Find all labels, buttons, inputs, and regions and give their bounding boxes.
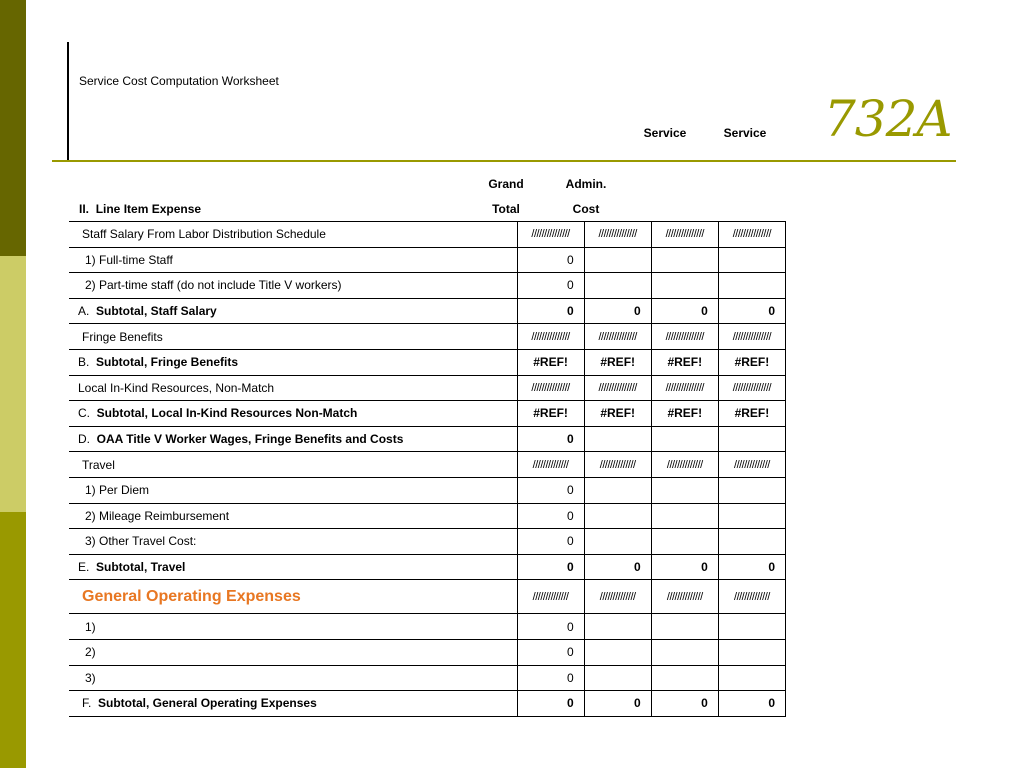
- cell-admin-cost: 0: [584, 298, 651, 324]
- row-label: Staff Salary From Labor Distribution Schedule: [69, 222, 517, 248]
- cell-service-1: ///////////////: [651, 324, 718, 350]
- cell-admin-cost: #REF!: [584, 349, 651, 375]
- row-label-text: Subtotal, Fringe Benefits: [96, 355, 239, 370]
- row-label: 1) Per Diem: [69, 477, 517, 503]
- cell-admin-cost[interactable]: [584, 503, 651, 529]
- cell-service-1[interactable]: [651, 247, 718, 273]
- cell-admin-cost: 0: [584, 691, 651, 717]
- subtotal-row: [69, 349, 786, 375]
- table-row: [69, 639, 786, 665]
- cell-grand-total[interactable]: 0: [517, 273, 584, 299]
- cell-admin-cost[interactable]: [584, 273, 651, 299]
- row-label: [69, 580, 517, 614]
- row-label: 2) Mileage Reimbursement: [69, 503, 517, 529]
- cell-grand-total[interactable]: 0: [517, 503, 584, 529]
- cell-admin-cost[interactable]: [584, 247, 651, 273]
- cell-grand-total: ///////////////: [517, 324, 584, 350]
- cell-service-1: 0: [651, 691, 718, 717]
- row-label: Travel: [69, 452, 517, 478]
- cell-service-2[interactable]: [718, 503, 785, 529]
- row-label: Fringe Benefits: [69, 324, 517, 350]
- cell-admin-cost: #REF!: [584, 401, 651, 427]
- table-row: [69, 477, 786, 503]
- subtotal-row: [69, 426, 786, 452]
- cell-service-2[interactable]: [718, 247, 785, 273]
- row-label-text: Subtotal, Travel: [96, 560, 186, 575]
- cell-grand-total[interactable]: 0: [517, 529, 584, 555]
- row-label: [69, 349, 517, 375]
- table-row: [69, 324, 786, 350]
- section-label: Line Item Expense: [95, 202, 202, 216]
- cell-service-2: 0: [718, 298, 785, 324]
- cell-grand-total: ///////////////: [517, 375, 584, 401]
- table-row: [69, 273, 786, 299]
- line-item-table: [69, 221, 786, 717]
- row-label: [69, 554, 517, 580]
- row-label: 3) Other Travel Cost:: [69, 529, 517, 555]
- cell-service-2[interactable]: [718, 665, 785, 691]
- cell-service-2: 0: [718, 554, 785, 580]
- cell-service-1[interactable]: [651, 477, 718, 503]
- cell-service-2: #REF!: [718, 349, 785, 375]
- cell-service-2: 0: [718, 691, 785, 717]
- row-prefix: B.: [78, 355, 90, 370]
- cell-grand-total: #REF!: [517, 401, 584, 427]
- table-row: [69, 580, 786, 614]
- cell-grand-total: //////////////: [517, 580, 584, 614]
- cell-admin-cost[interactable]: [584, 477, 651, 503]
- row-label: [69, 401, 517, 427]
- cell-admin-cost: ///////////////: [584, 375, 651, 401]
- subtotal-row: [69, 691, 786, 717]
- row-label: [69, 298, 517, 324]
- cell-grand-total: 0: [517, 298, 584, 324]
- cell-service-2[interactable]: [718, 639, 785, 665]
- cell-admin-cost[interactable]: [584, 614, 651, 640]
- row-label: 2): [69, 639, 517, 665]
- admin-cost-header-line1: Admin.: [565, 177, 607, 191]
- table-row: [69, 503, 786, 529]
- cell-grand-total[interactable]: 0: [517, 247, 584, 273]
- table-row: [69, 452, 786, 478]
- cell-service-2: ///////////////: [718, 375, 785, 401]
- cell-service-1: ///////////////: [651, 222, 718, 248]
- cell-service-1[interactable]: [651, 273, 718, 299]
- cell-grand-total: //////////////: [517, 452, 584, 478]
- row-label-text: OAA Title V Worker Wages, Fringe Benefits and Costs: [96, 432, 404, 447]
- cell-service-1: 0: [651, 298, 718, 324]
- row-prefix: C.: [78, 406, 90, 421]
- cell-admin-cost: ///////////////: [584, 324, 651, 350]
- left-accent-bar: [0, 0, 26, 768]
- slide-number: 732A: [824, 90, 952, 148]
- cell-grand-total: 0: [517, 691, 584, 717]
- cell-admin-cost[interactable]: [584, 639, 651, 665]
- cell-service-1[interactable]: [651, 529, 718, 555]
- cell-service-2[interactable]: [718, 477, 785, 503]
- row-label-text: Subtotal, Staff Salary: [96, 304, 217, 319]
- table-row: [69, 375, 786, 401]
- cell-service-1: #REF!: [651, 349, 718, 375]
- admin-cost-header-line2: Cost: [572, 202, 600, 216]
- service-header-2: Service: [723, 126, 767, 140]
- cell-admin-cost: 0: [584, 554, 651, 580]
- table-row: [69, 665, 786, 691]
- row-label-text: Subtotal, General Operating Expenses: [98, 696, 317, 711]
- cell-service-1: #REF!: [651, 401, 718, 427]
- cell-service-2: ///////////////: [718, 222, 785, 248]
- row-label: 3): [69, 665, 517, 691]
- row-prefix: E.: [78, 560, 90, 575]
- cell-grand-total: #REF!: [517, 349, 584, 375]
- grand-total-header-line2: Total: [492, 202, 520, 216]
- row-label: 1) Full-time Staff: [69, 247, 517, 273]
- service-header-1: Service: [643, 126, 687, 140]
- section-number: II.: [79, 202, 90, 216]
- table-row: [69, 614, 786, 640]
- subtotal-row: [69, 554, 786, 580]
- accent-segment-dark: [0, 0, 26, 256]
- cell-service-2: //////////////: [718, 580, 785, 614]
- cell-service-1: //////////////: [651, 580, 718, 614]
- cell-service-1: 0: [651, 554, 718, 580]
- cell-admin-cost: ///////////////: [584, 222, 651, 248]
- cell-service-2[interactable]: [718, 426, 785, 452]
- cell-service-1: //////////////: [651, 452, 718, 478]
- cell-grand-total[interactable]: 0: [517, 477, 584, 503]
- cell-service-1[interactable]: [651, 426, 718, 452]
- vertical-divider: [67, 42, 69, 162]
- cell-grand-total: ///////////////: [517, 222, 584, 248]
- row-label: 2) Part-time staff (do not include Title V workers): [69, 273, 517, 299]
- section-title: [79, 202, 201, 216]
- cell-service-1[interactable]: [651, 639, 718, 665]
- row-prefix: A.: [78, 304, 90, 319]
- cell-grand-total: 0: [517, 426, 584, 452]
- cell-service-1[interactable]: [651, 614, 718, 640]
- worksheet-title: Service Cost Computation Worksheet: [79, 74, 279, 88]
- general-operating-expenses-heading: General Operating Expenses: [82, 587, 301, 605]
- header-rule: [52, 160, 956, 162]
- cell-admin-cost: //////////////: [584, 580, 651, 614]
- cell-service-2: #REF!: [718, 401, 785, 427]
- cell-admin-cost[interactable]: [584, 529, 651, 555]
- table-row: [69, 247, 786, 273]
- row-label: 1): [69, 614, 517, 640]
- table-row: [69, 529, 786, 555]
- row-label-text: Subtotal, Local In-Kind Resources Non-Match: [96, 406, 358, 421]
- row-label: [69, 691, 517, 717]
- cell-grand-total[interactable]: 0: [517, 639, 584, 665]
- cell-service-2: ///////////////: [718, 324, 785, 350]
- cell-service-2[interactable]: [718, 529, 785, 555]
- cell-grand-total[interactable]: 0: [517, 665, 584, 691]
- table-row: [69, 222, 786, 248]
- cell-service-1: ///////////////: [651, 375, 718, 401]
- grand-total-header-line1: Grand: [488, 177, 524, 191]
- accent-segment-light: [0, 256, 26, 512]
- row-prefix: F.: [82, 696, 92, 711]
- row-prefix: D.: [78, 432, 90, 447]
- cell-grand-total[interactable]: 0: [517, 614, 584, 640]
- cell-admin-cost[interactable]: [584, 426, 651, 452]
- cell-service-1[interactable]: [651, 503, 718, 529]
- cell-grand-total: 0: [517, 554, 584, 580]
- row-label: Local In-Kind Resources, Non-Match: [69, 375, 517, 401]
- cell-service-2: //////////////: [718, 452, 785, 478]
- cell-admin-cost: //////////////: [584, 452, 651, 478]
- subtotal-row: [69, 298, 786, 324]
- accent-segment-olive: [0, 512, 26, 768]
- row-label: [69, 426, 517, 452]
- cell-service-2[interactable]: [718, 273, 785, 299]
- cell-admin-cost[interactable]: [584, 665, 651, 691]
- subtotal-row: [69, 401, 786, 427]
- cell-service-1[interactable]: [651, 665, 718, 691]
- cell-service-2[interactable]: [718, 614, 785, 640]
